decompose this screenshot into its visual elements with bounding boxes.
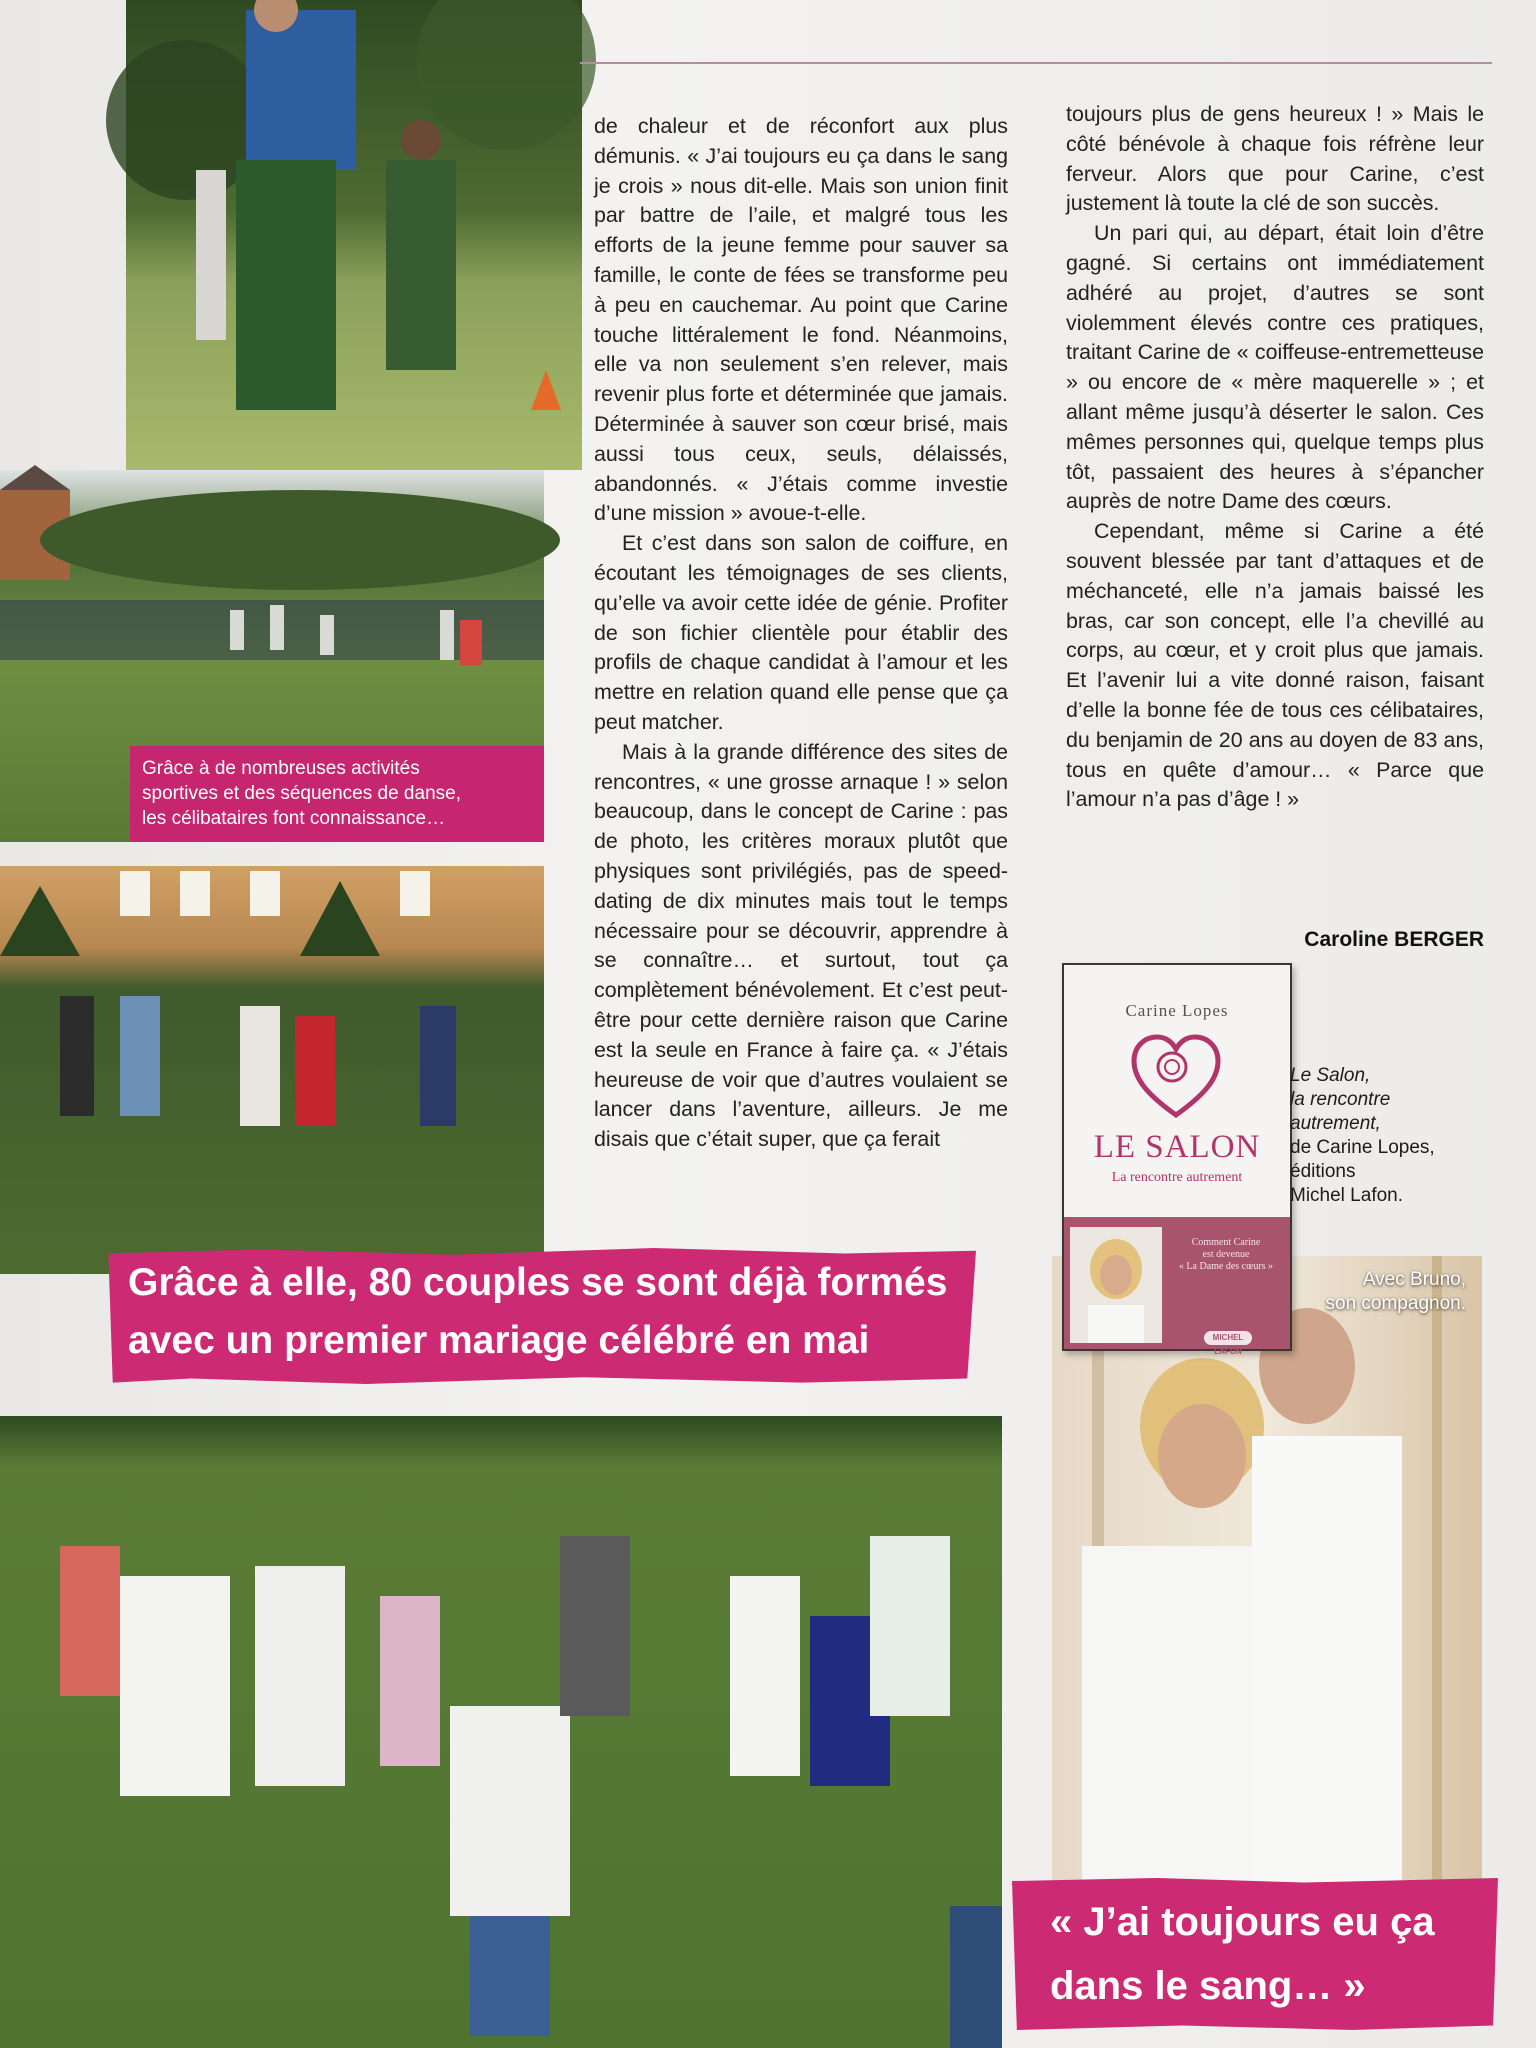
band-line: « La Dame des cœurs » <box>1178 1261 1274 1272</box>
paragraph: Un pari qui, au départ, était loin d’être gagné. Si certains ont immédiatement adhéré au projet, d’autres se sont violemment élevés contre ces pratiques, traitant Carine de « coiffeuse-entremetteuse » ou encore de « mère maquerelle » ; et allant même jusqu’à déserter le salon. Ces mêmes personnes qui, quelque temps plus tôt, passaient des heures à s’épancher auprès de notre Dame des cœurs. <box>1066 221 1484 514</box>
book-caption-line: Michel Lafon. <box>1290 1185 1404 1206</box>
article-column-left <box>594 112 1008 1155</box>
couple-caption <box>1290 1268 1466 1316</box>
book-subtitle: La rencontre autrement <box>1111 1170 1243 1185</box>
paragraph: Et c’est dans son salon de coiffure, en écoutant les témoignages de ses clients, qu’elle va avoir cette idée de génie. Profiter de son fichier clientèle pour établir des profils de chaque candidat à l’amour et les mettre en relation quand elle pense que ça peut matcher. <box>594 531 1008 734</box>
caption-line: sportives et des séquences de danse, <box>142 783 461 804</box>
book-caption-line: la rencontre <box>1290 1089 1391 1110</box>
caption-line: Avec Bruno, <box>1362 1269 1466 1290</box>
photo-couple <box>1052 1256 1482 1892</box>
headline-banner-text <box>128 1254 968 1370</box>
rose-heart-logo <box>1128 1029 1224 1125</box>
quote-line: « J’ai toujours eu ça <box>1050 1900 1435 1944</box>
header-rule <box>580 62 1492 64</box>
pull-quote <box>1050 1890 1490 2018</box>
photo-sack-race <box>126 0 582 470</box>
book-author-photo <box>1070 1227 1162 1343</box>
band-line: Comment Carine <box>1191 1237 1261 1248</box>
band-line: est devenue <box>1202 1249 1250 1260</box>
book-band <box>1064 1217 1290 1356</box>
paragraph: Mais à la grande différence des sites de rencontres, « une grosse arnaque ! » selon beaucoup, dans le concept de Carine : pas de photo, les critères moraux plutôt que physiques sont privilégiés, pas de speed-dating de dix minutes mais tout le temps nécessaire pour se découvrir, apprendre à se connaître… et surtout, tout ça complètement bénévolement. Et c’est peut-être pour cette dernière raison que Carine est la seule en France à faire ça. « J’étais heureuse de voir que d’autres voulaient se lancer dans l’aventure, ailleurs. Je me disais que c’était super, que ça ferait <box>594 739 1008 1152</box>
paragraph: toujours plus de gens heureux ! » Mais le côté bénévole à chaque fois réfrène leur ferveur. Alors que pour Carine, c’est justement là toute la clé de son succès. <box>1066 102 1484 216</box>
caption-line: Grâce à de nombreuses activités <box>142 758 420 779</box>
book-caption-line: autrement, <box>1290 1113 1381 1134</box>
book-caption <box>1290 1064 1470 1208</box>
activities-caption <box>130 746 544 842</box>
photo-group-lawn <box>0 1416 1002 2048</box>
caption-line: les célibataires font connaissance… <box>142 808 446 829</box>
book-title: LE SALON <box>1093 1129 1261 1165</box>
book-caption-line: Le Salon, <box>1290 1065 1371 1086</box>
book-caption-line: éditions <box>1290 1161 1356 1182</box>
quote-line: dans le sang… » <box>1050 1964 1366 2008</box>
paragraph: Cependant, même si Carine a été souvent blessée par tant d’attaques et de méchanceté, elle n’a jamais baissé les bras, car son concept, elle l’a chevillé au corps, au cœur, et y croit plus que jamais. Et l’avenir lui a vite donné raison, faisant d’elle la bonne fée de tous ces célibataires, du benjamin de 20 ans au doyen de 83 ans, tous en quête d’amour… « Parce que l’amour n’a pas d’âge ! » <box>1066 519 1484 812</box>
book-band-text <box>1168 1237 1284 1273</box>
publisher-logo: MICHEL LAFON <box>1204 1331 1252 1345</box>
banner-line: avec un premier mariage célébré en mai <box>128 1319 870 1362</box>
paragraph: de chaleur et de réconfort aux plus démunis. « J’ai toujours eu ça dans le sang je crois » nous dit-elle. Mais son union finit par battre de l’aile, et malgré tous les efforts de la jeune femme pour sauver sa famille, le conte de fées se transforme peu à peu en cauchemar. Au point que Carine touche littéralement le fond. Néanmoins, elle va non seulement s’en relever, mais revenir plus forte et déterminée que jamais. Déterminée à sauver son cœur brisé, mais aussi tous ceux, seuls, délaissés, abandonnés. « J’étais comme investie d’une mission » avoue-t-elle. <box>594 114 1008 526</box>
photo-dancing <box>0 866 544 1274</box>
article-column-right <box>1066 100 1484 815</box>
author-byline: Caroline BERGER <box>1304 928 1484 951</box>
book-cover <box>1062 963 1292 1356</box>
banner-line: Grâce à elle, 80 couples se sont déjà formés <box>128 1261 948 1304</box>
caption-line: son compagnon. <box>1325 1293 1466 1314</box>
book-caption-line: de Carine Lopes, <box>1290 1137 1435 1158</box>
book-author: Carine Lopes <box>1125 1001 1229 1020</box>
